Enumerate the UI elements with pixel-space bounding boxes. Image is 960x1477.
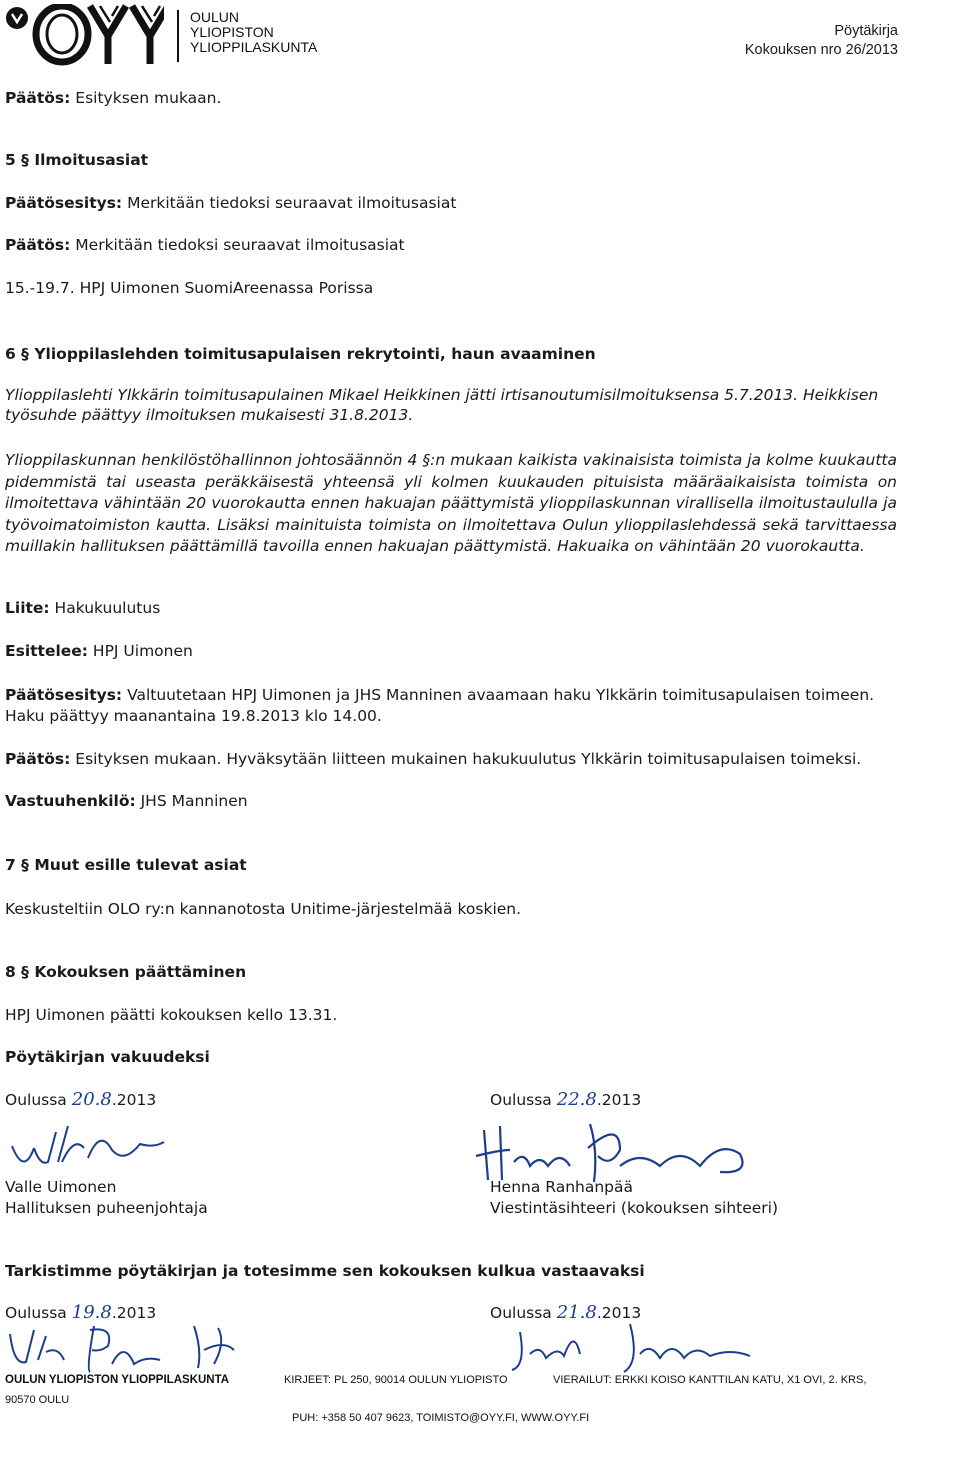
s6-paragraph-2: Ylioppilaskunnan henkilöstöhallinnon johtosäännön 4 §:n mukaan kaikista vakinaisista toimista ja kolme kuukautta pidemmistä tai useasta peräkkäisestä yhteensä yli kolmen kuukauden pituisista määräaikaisista toimista on ilmoitettava vähintään 20 vuorokautta ennen hakuajan päättymistä ylioppilaskunnan virallisella ilmoitustaululla ja työvoimatoimiston kautta. Lisäksi mainituista toimista on ilmoitettava Oulun ylioppilaslehdessä sekä tarvittaessa muillakin hallituksen päättämillä tavoilla ennen hakuajan päättymistä. Hakuaika on vähintään 20 vuorokautta. (5, 451, 897, 555)
footer-visits: VIERAILUT: ERKKI KOISO KANTTILAN KATU, X1 OVI, 2. KRS, (553, 1374, 867, 1386)
sig-left-person (5, 1177, 208, 1219)
section-5-heading: 5 § Ilmoitusasiat (5, 151, 149, 169)
review-left-dateline: Oulussa 19.8.2013 (5, 1302, 157, 1323)
decision-p1: Päätös: Esityksen mukaan. (5, 89, 222, 107)
section-8-heading: 8 § Kokouksen päättäminen (5, 963, 247, 981)
sig-right-person (490, 1177, 778, 1219)
org-name (190, 10, 317, 55)
review-heading: Tarkistimme pöytäkirjan ja totesimme sen kokouksen kulkua vastaavaksi (5, 1262, 645, 1280)
s5-decision: Päätös: Merkitään tiedoksi seuraavat ilmoitusasiat (5, 236, 405, 254)
footer-letters: KIRJEET: PL 250, 90014 OULUN YLIOPISTO (284, 1374, 508, 1386)
signature-reviewer-right (500, 1318, 800, 1378)
s6-attachment: Liite: Hakukuulutus (5, 599, 161, 617)
s6-presenter: Esittelee: HPJ Uimonen (5, 642, 193, 660)
footer-contact: PUH: +358 50 407 9623, TOIMISTO@OYY.FI, WWW.OYY.FI (292, 1412, 590, 1424)
doc-meta (745, 22, 898, 60)
s8-text: HPJ Uimonen päätti kokouksen kello 13.31. (5, 1006, 338, 1024)
org-line-2: YLIOPISTON (190, 24, 274, 40)
s6-proposal: Päätösesitys: Valtuutetaan HPJ Uimonen ja JHS Manninen avaamaan haku Ylkkärin toimitusapulaisen toimeen. Haku päättyy maanantaina 19.8.2013 klo 14.00. (5, 686, 875, 725)
org-line-3: YLIOPPILASKUNTA (190, 39, 318, 55)
oyy-logo (4, 4, 164, 66)
sig-left-dateline: Oulussa 20.8.2013 (5, 1089, 157, 1110)
sig-left-title: Hallituksen puheenjohtaja (5, 1199, 208, 1217)
section-6-heading: 6 § Ylioppilaslehden toimitusapulaisen rekrytointi, haun avaaminen (5, 345, 596, 363)
s6-decision: Päätös: Esityksen mukaan. Hyväksytään liitteen mukainen hakukuulutus Ylkkärin toimitusapulaisen toimeksi. (5, 750, 862, 768)
review-right-dateline: Oulussa 21.8.2013 (490, 1302, 642, 1323)
handwritten-date: 21.8 (556, 1302, 597, 1323)
signature-left (4, 1118, 204, 1178)
s7-text: Keskusteltiin OLO ry:n kannanotosta Unitime-järjestelmää koskien. (5, 900, 522, 918)
signature-reviewer-left (4, 1320, 264, 1376)
meeting-number: Kokouksen nro 26/2013 (744, 42, 898, 58)
s6-paragraph-1: Ylioppilaslehti Ylkkärin toimitusapulainen Mikael Heikkinen jätti irtisanoutumisilmoituksensa 5.7.2013. Heikkisen työsuhde päättyy ilmoituksen mukaisesti 31.8.2013. (5, 386, 879, 424)
logo-divider (177, 10, 179, 62)
section-7-heading: 7 § Muut esille tulevat asiat (5, 856, 247, 874)
s5-item: 15.-19.7. HPJ Uimonen SuomiAreenassa Porissa (5, 279, 374, 297)
s5-proposal: Päätösesitys: Merkitään tiedoksi seuraavat ilmoitusasiat (5, 194, 457, 212)
s6-responsible: Vastuuhenkilö: JHS Manninen (5, 792, 248, 810)
handwritten-date: 22.8 (556, 1089, 597, 1110)
org-line-1: OULUN (190, 9, 240, 25)
handwritten-date: 19.8 (71, 1302, 112, 1323)
sig-left-name: Valle Uimonen (5, 1178, 117, 1196)
footer-postal: 90570 OULU (5, 1394, 70, 1406)
handwritten-date: 20.8 (71, 1089, 112, 1110)
sig-right-title: Viestintäsihteeri (kokouksen sihteeri) (490, 1199, 779, 1217)
signatures-heading: Pöytäkirjan vakuudeksi (5, 1048, 210, 1066)
doc-type: Pöytäkirja (834, 23, 898, 39)
footer-org: OULUN YLIOPISTON YLIOPPILASKUNTA (5, 1374, 230, 1386)
sig-right-dateline: Oulussa 22.8.2013 (490, 1089, 642, 1110)
sig-right-name: Henna Ranhanpää (490, 1178, 633, 1196)
